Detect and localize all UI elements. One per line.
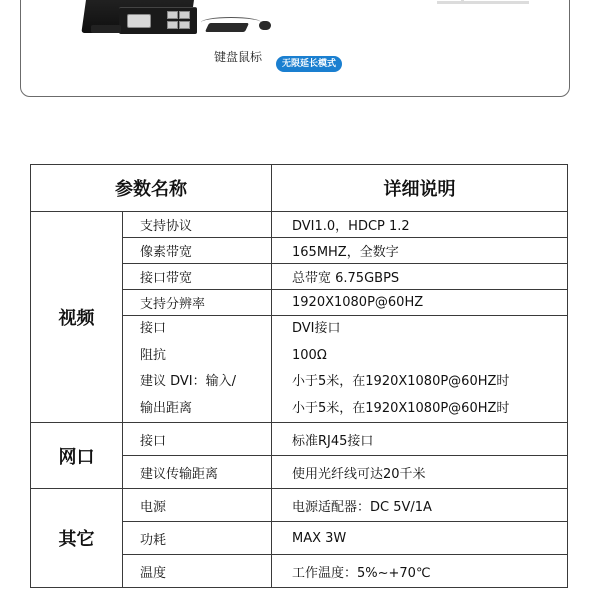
value-line: 小于5米，在1920X1080P@60HZ时 — [292, 400, 510, 416]
usb-port-icon — [167, 11, 178, 19]
dvi-port-icon — [127, 14, 151, 28]
usb-port-icon — [179, 11, 190, 19]
value-line: 100Ω — [292, 347, 327, 363]
item-cell: 接口带宽 — [123, 264, 272, 290]
value-cell: 使用光纤线可达20千米 — [272, 456, 568, 489]
table-row — [31, 489, 568, 522]
usb-port-icon — [167, 21, 178, 29]
value-cell: DVI1.0，HDCP 1.2 — [272, 212, 568, 238]
group-video: 视频 — [31, 212, 123, 423]
value-cell: 165MHZ，全数字 — [272, 238, 568, 264]
table-row — [31, 423, 568, 456]
monitor-base-image — [437, 1, 529, 4]
item-cell: 功耗 — [123, 522, 272, 555]
keyboard-mouse-label: 键盘鼠标 — [214, 50, 263, 64]
item-cell-multi — [123, 316, 272, 423]
mounting-ear — [91, 25, 121, 33]
item-line: 输出距离 — [140, 400, 193, 416]
value-cell: 工作温度：5%~+70℃ — [272, 555, 568, 588]
value-line: 小于5米，在1920X1080P@60HZ时 — [292, 374, 510, 389]
spec-table — [30, 164, 568, 588]
table-row — [31, 212, 568, 238]
item-line: 接口 — [140, 321, 167, 336]
item-cell: 像素带宽 — [123, 238, 272, 264]
keyboard-icon — [205, 23, 249, 32]
value-cell: 总带宽 6.75GBPS — [272, 264, 568, 290]
item-line: 阻抗 — [140, 347, 167, 363]
item-cell: 接口 — [123, 423, 272, 456]
value-line: DVI接口 — [292, 321, 341, 336]
group-network: 网口 — [31, 423, 123, 489]
value-cell: 1920X1080P@60HZ — [272, 290, 568, 316]
usb-port-icon — [179, 21, 190, 29]
group-other: 其它 — [31, 489, 123, 588]
item-cell: 温度 — [123, 555, 272, 588]
value-cell: 标准RJ45接口 — [272, 423, 568, 456]
unlimited-extension-mode-badge: 无限延长模式 — [276, 56, 342, 72]
header-param-name: 参数名称 — [31, 165, 272, 212]
value-cell: 电源适配器：DC 5V/1A — [272, 489, 568, 522]
value-cell: MAX 3W — [272, 522, 568, 555]
table-header-row — [31, 165, 568, 212]
item-cell: 支持分辨率 — [123, 290, 272, 316]
product-illustration-panel — [20, 0, 570, 97]
item-cell: 电源 — [123, 489, 272, 522]
item-cell: 建议传输距离 — [123, 456, 272, 489]
item-line: 建议 DVI：输入/ — [140, 374, 237, 389]
value-cell-multi — [272, 316, 568, 423]
header-detail: 详细说明 — [272, 165, 568, 212]
item-cell: 支持协议 — [123, 212, 272, 238]
mouse-icon — [259, 21, 271, 30]
